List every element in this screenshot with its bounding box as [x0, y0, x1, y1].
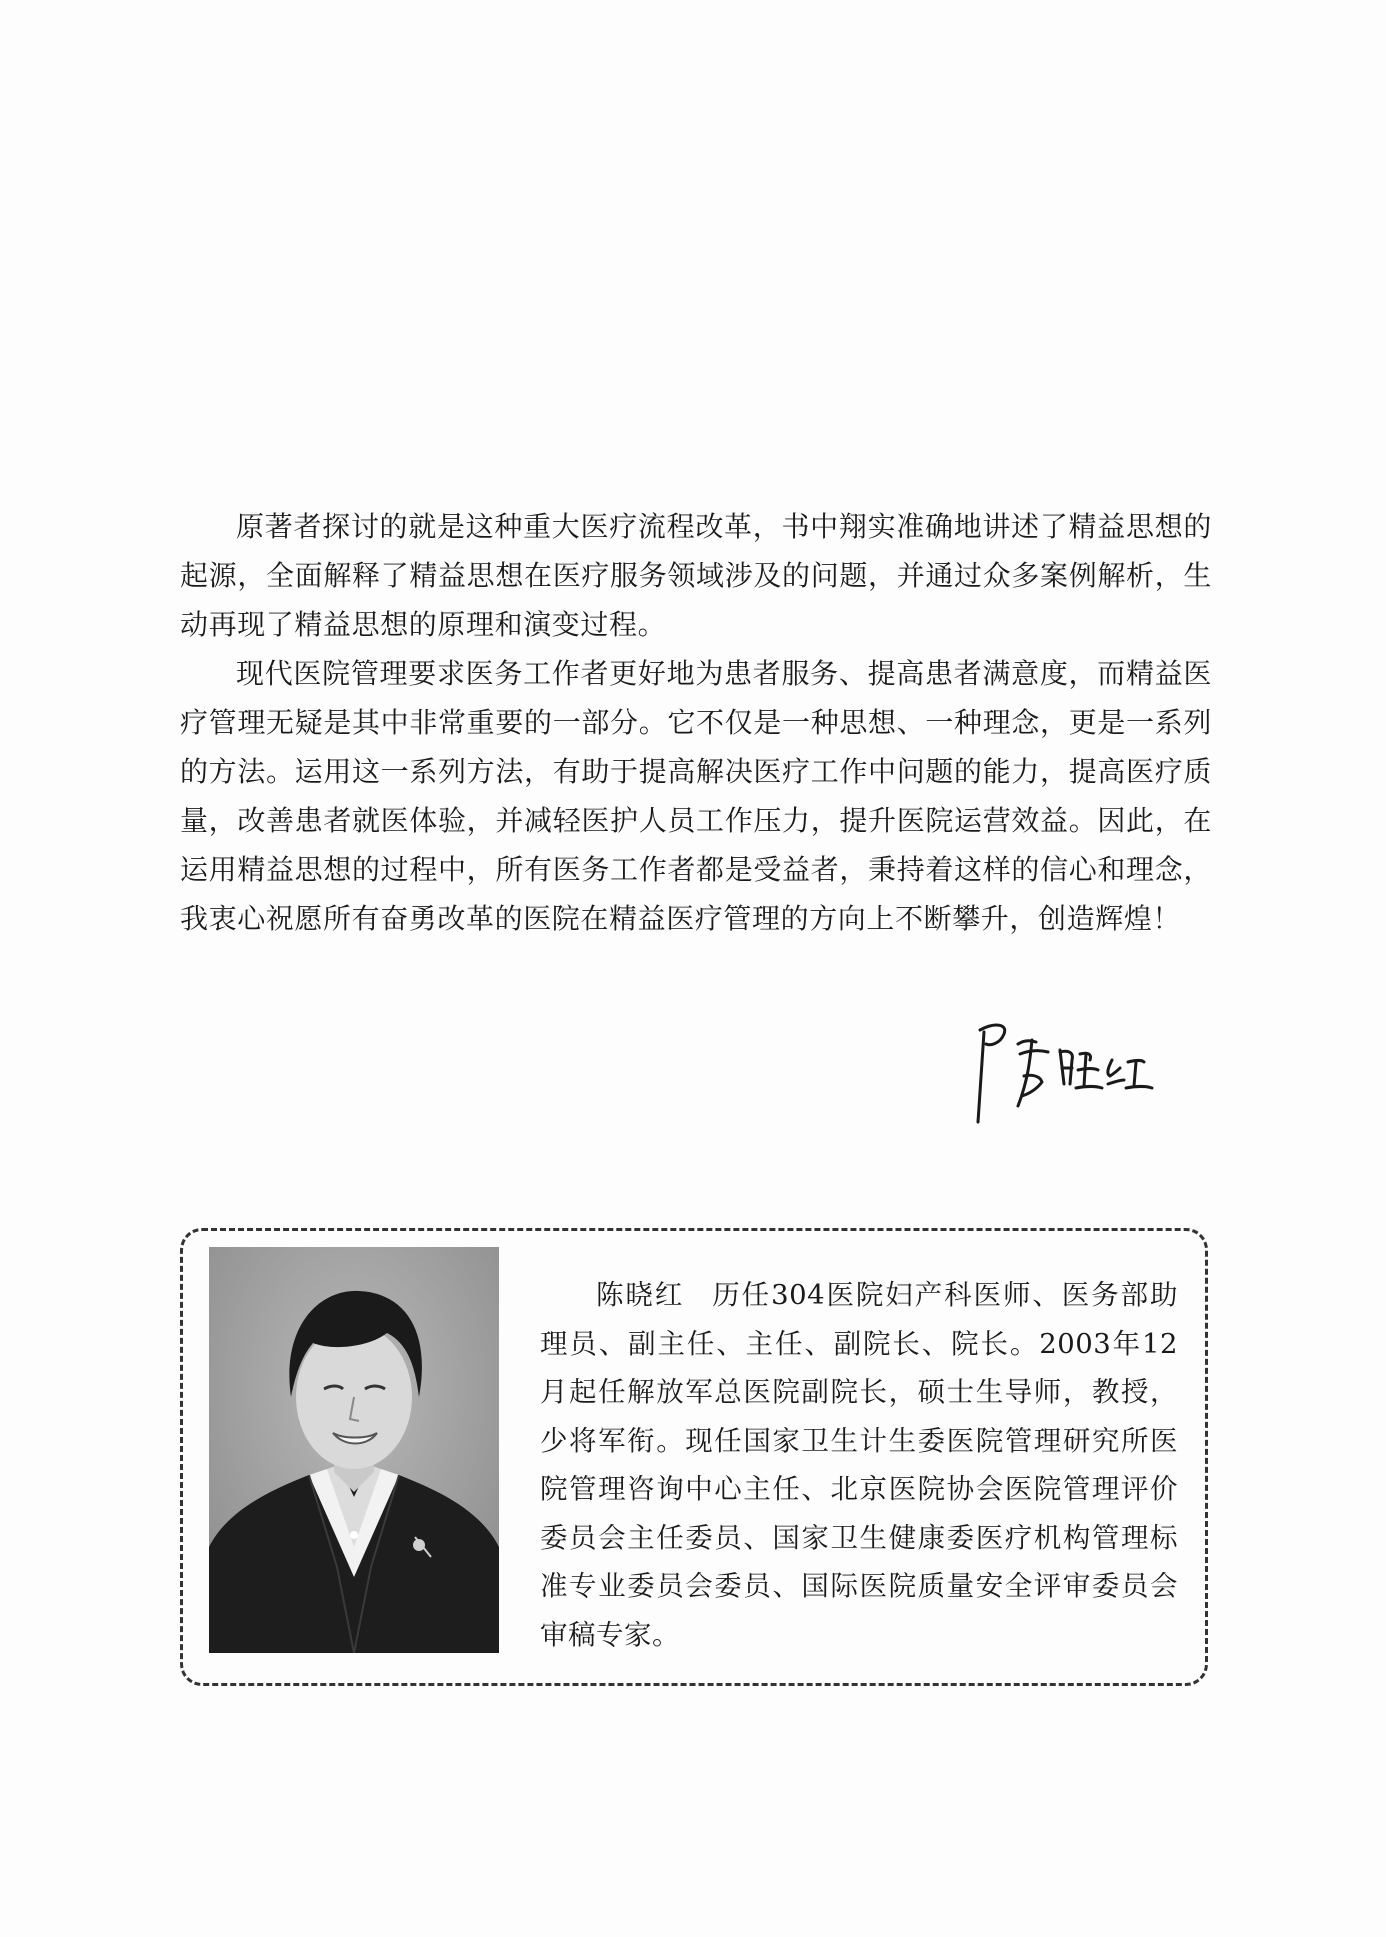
author-portrait	[209, 1247, 499, 1653]
foreword-body	[180, 502, 1212, 943]
paragraph-2: 现代医院管理要求医务工作者更好地为患者服务、提高患者满意度，而精益医疗管理无疑是其中非常重要的一部分。它不仅是一种思想、一种理念，更是一系列的方法。运用这一系列方法，有助于提高解决医疗工作中问题的能力，提高医疗质量，改善患者就医体验，并减轻医护人员工作压力，提升医院运营效益。因此，在运用精益思想的过程中，所有医务工作者都是受益者，秉持着这样的信心和理念，我衷心祝愿所有奋勇改革的医院在精益医疗管理的方向上不断攀升，创造辉煌！	[180, 657, 1212, 935]
author-name: 陈晓红	[596, 1279, 685, 1311]
paragraph-1: 原著者探讨的就是这种重大医疗流程改革，书中翔实准确地讲述了精益思想的起源，全面解释了精益思想在医疗服务领域涉及的问题，并通过众多案例解析，生动再现了精益思想的原理和演变过程。	[180, 510, 1212, 641]
author-bio-box	[180, 1228, 1208, 1686]
author-bio-text: 历任304医院妇产科医师、医务部助理员、副主任、主任、副院长、院长。2003年12月起任解放军总医院副院长，硕士生导师，教授，少将军衔。现任国家卫生计生委医院管理研究所医院管理咨询中心主任、北京医院协会医院管理评价委员会主任委员、国家卫生健康委医疗机构管理标准专业委员会委员、国际医院质量安全评审委员会审稿专家。	[540, 1279, 1179, 1651]
handwritten-signature	[960, 1010, 1160, 1140]
author-bio	[540, 1271, 1178, 1659]
